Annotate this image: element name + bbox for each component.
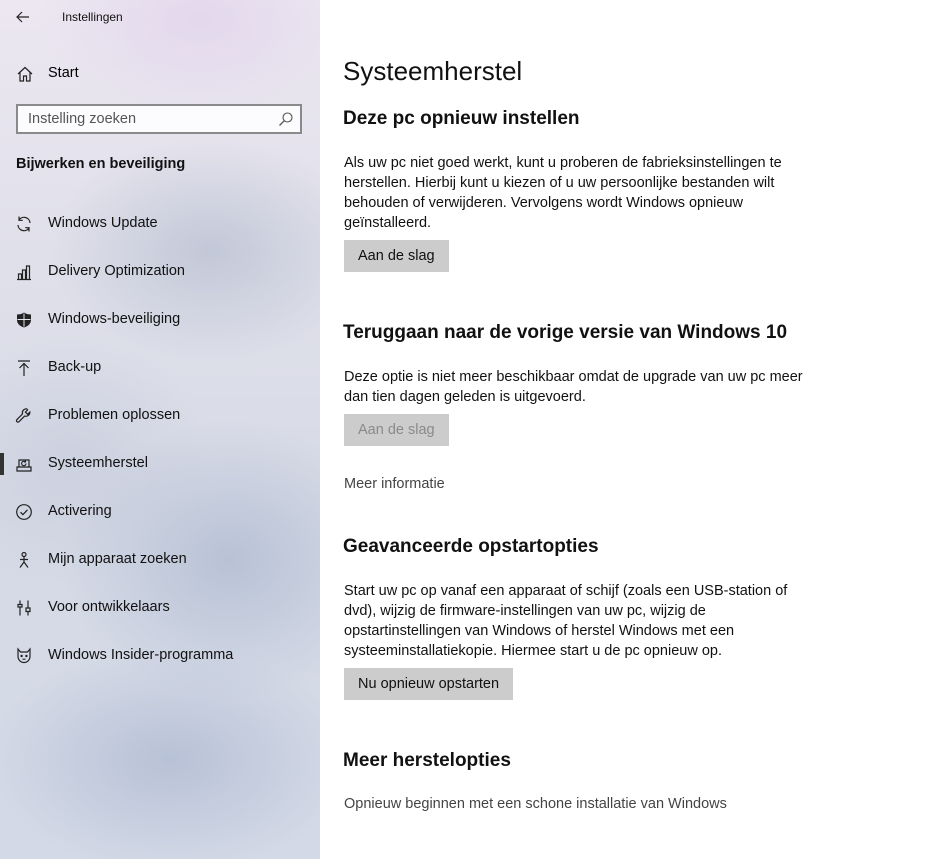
go-back-heading: Teruggaan naar de vorige versie van Windows 10 (343, 322, 788, 343)
sidebar-item-label: Voor ontwikkelaars (48, 599, 170, 615)
wrench-icon (15, 407, 33, 425)
search-box[interactable] (16, 104, 302, 134)
sidebar-item-label: Windows Insider-programma (48, 647, 234, 663)
sidebar-item-label: Problemen oplossen (48, 407, 181, 423)
sidebar-item-label: Systeemherstel (48, 455, 148, 471)
title-bar (0, 0, 320, 34)
developer-tools-icon (15, 599, 33, 617)
more-recovery-options-heading: Meer herstelopties (343, 750, 511, 771)
shield-icon (15, 311, 33, 329)
active-indicator (0, 453, 4, 475)
app-title: Instellingen (62, 10, 123, 24)
insider-cat-icon (15, 647, 33, 665)
back-arrow-icon (16, 11, 30, 23)
sidebar-item-label: Back-up (48, 359, 102, 375)
advanced-startup-heading: Geavanceerde opstartopties (343, 536, 599, 557)
page-title: Systeemherstel (343, 56, 523, 86)
refresh-icon (15, 215, 33, 233)
sidebar-item-windows-update[interactable] (0, 200, 320, 248)
more-info-link[interactable]: Meer informatie (344, 476, 445, 492)
sidebar-item-find-my-device[interactable] (0, 536, 320, 584)
check-circle-icon (15, 503, 33, 521)
sidebar-item-label: Mijn apparaat zoeken (48, 551, 187, 567)
sidebar-item-windows-insider[interactable] (0, 632, 320, 680)
sidebar-item-label: Windows-beveiliging (48, 311, 181, 327)
sidebar (0, 0, 320, 859)
recovery-icon (15, 455, 33, 473)
sidebar-item-windows-security[interactable] (0, 296, 320, 344)
go-back-get-started-button[interactable]: Aan de slag (344, 414, 449, 446)
sidebar-section-title: Bijwerken en beveiliging (16, 156, 186, 172)
reset-pc-description: Als uw pc niet goed werkt, kunt u proberen de fabrieksinstellingen te herstellen. Hierbij kunt u kiezen of u uw persoonlijke bestanden wilt behouden of verwijderen. Vervolgens wordt Windows opnieuw geïnstalleerd. (344, 155, 782, 231)
restart-now-button[interactable]: Nu opnieuw opstarten (344, 668, 513, 700)
sidebar-item-backup[interactable] (0, 344, 320, 392)
sidebar-item-home[interactable] (0, 56, 320, 90)
search-input[interactable] (18, 106, 268, 132)
go-back-description: Deze optie is niet meer beschikbaar omdat de upgrade van uw pc meer dan tien dagen geleden is uitgevoerd. (344, 369, 803, 405)
sidebar-item-troubleshoot[interactable] (0, 392, 320, 440)
search-icon[interactable] (278, 111, 294, 127)
sidebar-item-activation[interactable] (0, 488, 320, 536)
reset-pc-heading: Deze pc opnieuw instellen (343, 108, 580, 129)
backup-arrow-icon (15, 359, 33, 377)
sidebar-item-delivery-optimization[interactable] (0, 248, 320, 296)
reset-pc-get-started-button[interactable]: Aan de slag (344, 240, 449, 272)
back-button[interactable] (10, 4, 36, 30)
delivery-optimization-icon (15, 263, 33, 281)
sidebar-item-recovery[interactable] (0, 440, 320, 488)
sidebar-item-label: Activering (48, 503, 112, 519)
sidebar-item-for-developers[interactable] (0, 584, 320, 632)
sidebar-item-label: Windows Update (48, 215, 158, 231)
advanced-startup-description: Start uw pc op vanaf een apparaat of schijf (zoals een USB-station of dvd), wijzig de firmware-instellingen van uw pc, wijzig de opstartinstellingen van Windows of herstel Windows met een systeeminstallatiekopie. Hiermee start u de pc opnieuw op. (344, 583, 788, 659)
home-icon (16, 65, 34, 83)
main-content (320, 0, 938, 859)
fresh-start-link[interactable]: Opnieuw beginnen met een schone installatie van Windows (344, 796, 727, 812)
sidebar-item-label: Delivery Optimization (48, 263, 185, 279)
person-locate-icon (15, 551, 33, 569)
home-label: Start (48, 65, 79, 81)
